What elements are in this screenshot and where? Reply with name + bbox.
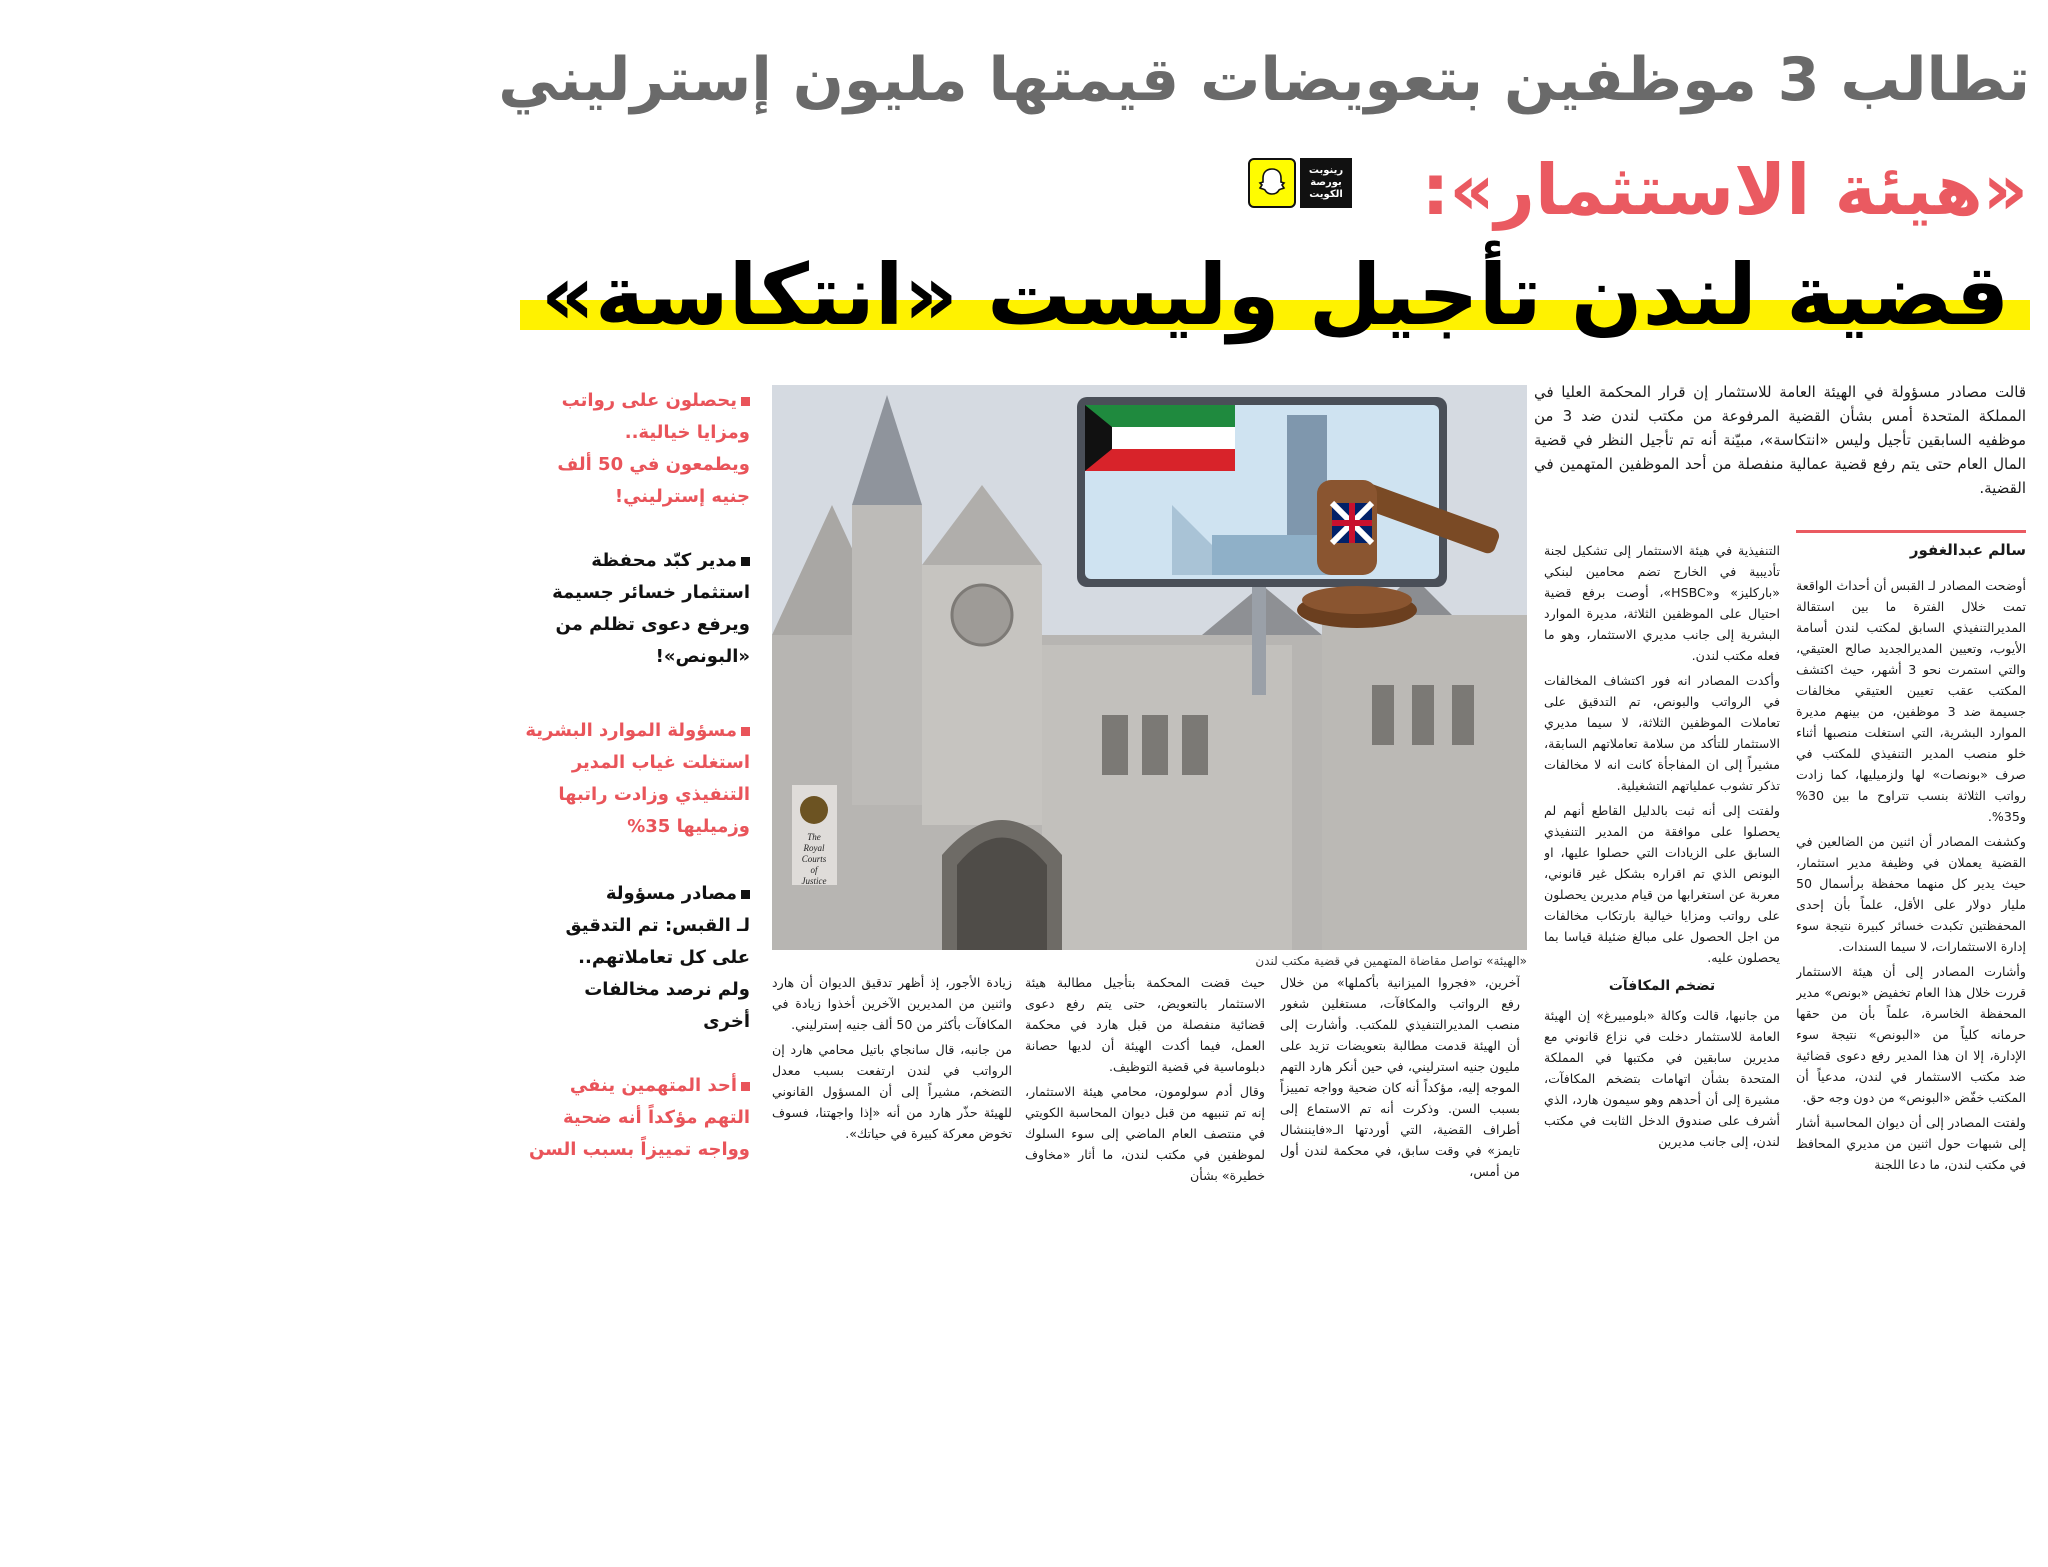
- col2-paragraph: التنفيذية في هيئة الاستثمار إلى تشكيل لجنة تأديبية في الخارج تضم محامين لبنكي «باركليز» و«HSBC»، أوصت برفع قضية احتيال على الموظفين الثلاثة، مديرة الموارد البشرية إلى جانب مديري الاستثمار، وهو ما فعله مكتب لندن.: [1544, 543, 1780, 663]
- col1-paragraph: وكشفت المصادر أن اثنين من الضالعين في القضية يعملان في وظيفة مدير استثمار، حيث يدير كل منهما محفظة برأسمال 50 مليار دولار على الأقل، علماً بأن إحدى المحفظتين تكبدت خسائر كبيرة نتيجة سوء إدارة الاستثمارات، لا سيما السندات.: [1796, 834, 2026, 954]
- pull-quote-line: على كل تعاملاتهم..: [578, 947, 750, 968]
- col5-paragraph: زيادة الأجور، إذ أظهر تدقيق الديوان أن هارد واثنين من المديرين الآخرين أخذوا زيادة في المكافآت بأكثر من 50 ألف جنيه إسترليني.: [772, 975, 1012, 1032]
- col4-paragraph: وقال أدم سولومون، محامي هيئة الاستثمار، إنه تم تنبيهه من قبل ديوان المحاسبة الكويتي في منتصف العام الماضي إلى سوء السلوك لموظفين في مكتب لندن، ما أثار «مخاوف خطيرة» بشأن: [1025, 1084, 1265, 1183]
- bullet-square-icon: [741, 1082, 750, 1091]
- snapchat-badge-label: [1300, 158, 1352, 208]
- pull-quote-line: ولم نرصد مخالفات: [584, 979, 750, 1000]
- sign-text-line: Justice: [801, 876, 827, 886]
- col4-paragraph: حيث قضت المحكمة بتأجيل مطالبة هيئة الاستثمار بالتعويض، حتى يتم رفع دعوى قضائية منفصلة من قبل هارد في محكمة العمل، فيما أكدت الهيئة أن لديها حصانة دبلوماسية في قضية التوظيف.: [1025, 975, 1265, 1074]
- sign-text-line: The: [807, 832, 821, 842]
- badge-line-1: رينوبت: [1308, 165, 1344, 176]
- sign-text-line: of: [810, 865, 818, 875]
- pull-quote-line: ويطمعون في 50 ألف: [557, 454, 750, 475]
- bullet-square-icon: [741, 397, 750, 406]
- pull-quote-line: التهم مؤكداً أنه ضحية: [562, 1107, 750, 1128]
- byline: [1796, 530, 2026, 569]
- pull-quote-line: وزميليها 35%: [627, 816, 750, 837]
- bullet-square-icon: [741, 557, 750, 566]
- pull-quote-line: التنفيذي وزادت راتبها: [558, 784, 750, 805]
- article-column-3: [1280, 972, 1520, 1197]
- col1-paragraph: ولفتت المصادر إلى أن ديوان المحاسبة أشار إلى شبهات حول اثنين من مديري المحافظ في مكتب لندن، ما دعا اللجنة: [1796, 1115, 2026, 1172]
- pull-quote-line: استثمار خسائر جسيمة: [552, 582, 750, 603]
- col5-paragraph: من جانبه، قال سانجاي باتيل محامي هارد إن الرواتب في لندن ارتفعت بسبب معدل التضخم، مشيراً إلى أن المسؤول القانوني للهيئة حذّر هارد من أنه «إذا واجهتنا، فسوف تخوض معركة كبيرة في حياتك».: [772, 1042, 1012, 1141]
- pull-quote-line: «البونص»!: [655, 646, 750, 667]
- col2-paragraph: من جانبها، قالت وكالة «بلومبيرغ» إن الهيئة العامة للاستثمار دخلت في نزاع قانوني مع مديرين سابقين في مكتبها في المملكة المتحدة بشأن اتهامات بتضخم المكافآت، مشيرة إلى أن أحدهم وهو سيمون هارد، الذي أشرف على صندوق الدخل الثابت في مكتب لندن، إلى جانب مديرين: [1544, 1008, 1780, 1149]
- pull-quote-line: لـ القبس: تم التدقيق: [565, 915, 750, 936]
- pull-quote-line: مصادر مسؤولة: [500, 878, 750, 910]
- byline-author: سالم عبدالغفور: [1909, 541, 2026, 559]
- pull-quote-line: ويرفع دعوى تظلم من: [555, 614, 750, 635]
- headline-main: قضية لندن تأجيل وليست «انتكاسة»: [540, 246, 2010, 344]
- pull-quote-line: مدير كبّد محفظة: [500, 545, 750, 577]
- pull-quote-line: مسؤولة الموارد البشرية: [500, 715, 750, 747]
- article-column-1: [1796, 575, 2026, 1195]
- pull-quote-line: استغلت غياب المدير: [571, 752, 750, 773]
- article-photo: [772, 385, 1527, 950]
- pull-quote-line: أحد المتهمين ينفي: [500, 1070, 750, 1102]
- col2-subheading: تضخم المكافآت: [1608, 978, 1716, 994]
- pull-quote-line: ومزايا خيالية..: [624, 422, 750, 443]
- pull-quote: [500, 385, 750, 513]
- sign-text-line: Royal: [803, 843, 825, 853]
- snapchat-ghost-icon: [1248, 158, 1296, 208]
- badge-line-3: الكويت: [1309, 189, 1343, 200]
- pull-quote: [500, 715, 750, 843]
- col2-paragraph: وأكدت المصادر انه فور اكتشاف المخالفات في الرواتب والبونص، تم التدقيق على تعاملات الموظفين الثلاثة، لا سيما مديري الاستثمار للتأكد من سلامة تعاملاتهم السابقة، مشيراً إلى ان المفاجأة كانت انه لا مخالفات تذكر تشوب عملياتهم التشغيلية.: [1544, 673, 1780, 793]
- badge-line-2: بورصة: [1310, 177, 1342, 188]
- pull-quote-line: وواجه تمييزاً بسبب السن: [528, 1139, 750, 1160]
- col3-paragraph: آخرين، «فجروا الميزانية بأكملها» من خلال رفع الرواتب والمكافآت، مستغلين شغور منصب المديرالتنفيذي للمكتب. وأشارت إلى أن الهيئة قدمت مطالبة بتعويضات تزيد على مليون جنيه استرليني، في حين أنكر هارد التهم الموجه إليه، مؤكداً أنه كان ضحية وواجه تمييزاً بسبب السن. وذكرت أنه تم الاستماع إلى أطراف القضية، التي أوردتها الـ«فايننشال تايمز» في وقت سابق، في محكمة لندن أول من أمس،: [1280, 975, 1520, 1179]
- pull-quote: [500, 878, 750, 1038]
- col2-paragraph: ولفتت إلى أنه ثبت بالدليل القاطع أنهم لم يحصلوا على موافقة من المدير التنفيذي السابق على الزيادات التي حصلوا عليها، او البونص الذي تم اقراره بشكل غير قانوني، معربة عن استغرابها من قيام مديرين يحصلون على رواتب ومزايا خيالية بارتكاب مخالفات من اجل الحصول على مبالغ ضئيلة قياسا بما يحصلون عليه.: [1544, 803, 1780, 965]
- pull-quote: [500, 1070, 750, 1166]
- pull-quote-line: جنيه إسترليني!: [614, 486, 750, 507]
- photo-caption: «الهيئة» تواصل مقاضاة المتهمين في قضية مكتب لندن: [1255, 954, 1527, 968]
- headline-subtitle: «هيئة الاستثمار»:: [1421, 149, 2028, 231]
- snapchat-badge[interactable]: [1248, 155, 1352, 211]
- article-column-2: [1544, 540, 1780, 1195]
- headline-kicker: تطالب 3 موظفين بتعويضات قيمتها مليون إسترليني: [498, 45, 2030, 115]
- col1-paragraph: وأشارت المصادر إلى أن هيئة الاستثمار قررت خلال هذا العام تخفيض «بونص» مدير المحفظة الخاسرة، علماً بأن من حقها حرمانه كلياً من «البونص» نتيجة سوء الإدارة، إلا ان هذا المدير رفع دعوى قضائية ضد مكتب الاستثمار في لندن، مدعياً أن المكتب خفّض «البونص» من دون وجه حق.: [1796, 964, 2026, 1105]
- pull-quote: [500, 545, 750, 673]
- article-column-4: [1025, 972, 1265, 1197]
- royal-courts-illustration: [772, 385, 1527, 950]
- lead-paragraph: قالت مصادر مسؤولة في الهيئة العامة للاستثمار إن قرار المحكمة العليا في المملكة المتحدة أمس بشأن القضية المرفوعة من مكتب لندن ضد 3 من موظفيه السابقين تأجيل وليس «انتكاسة»، مبيّنة أنه تم تأجيل النظر في قضية المال العام حتى يتم رفع قضية عمالية منفصلة من أحد الموظفين المتهمين في القضية.: [1534, 383, 2026, 497]
- article-column-5: [772, 972, 1012, 1197]
- bullet-square-icon: [741, 890, 750, 899]
- pull-quote-line: يحصلون على رواتب: [500, 385, 750, 417]
- bullet-square-icon: [741, 727, 750, 736]
- col1-paragraph: أوضحت المصادر لـ القبس أن أحداث الواقعة تمت خلال الفترة ما بين استقالة المديرالتنفيذي السابق لمكتب لندن أسامة الأيوب، وتعيين المديرالجديد صالح العتيقي، والتي استمرت نحو 3 أشهر، حيث اكتشف المكتب عقب تعيين العتيقي مخالفات جسيمة ضد 3 موظفين، من بينهم مديرة الموارد البشرية، التي استغلت منصبها أثناء خلو منصب المدير التنفيذي للمكتب في صرف «بونصات» لها ولزميليها، كما زادت رواتب الثلاثة بنسب تتراوح ما بين 30% و35%.: [1796, 578, 2026, 824]
- pull-quote-line: أخرى: [703, 1011, 750, 1032]
- sign-text-line: Courts: [801, 854, 827, 864]
